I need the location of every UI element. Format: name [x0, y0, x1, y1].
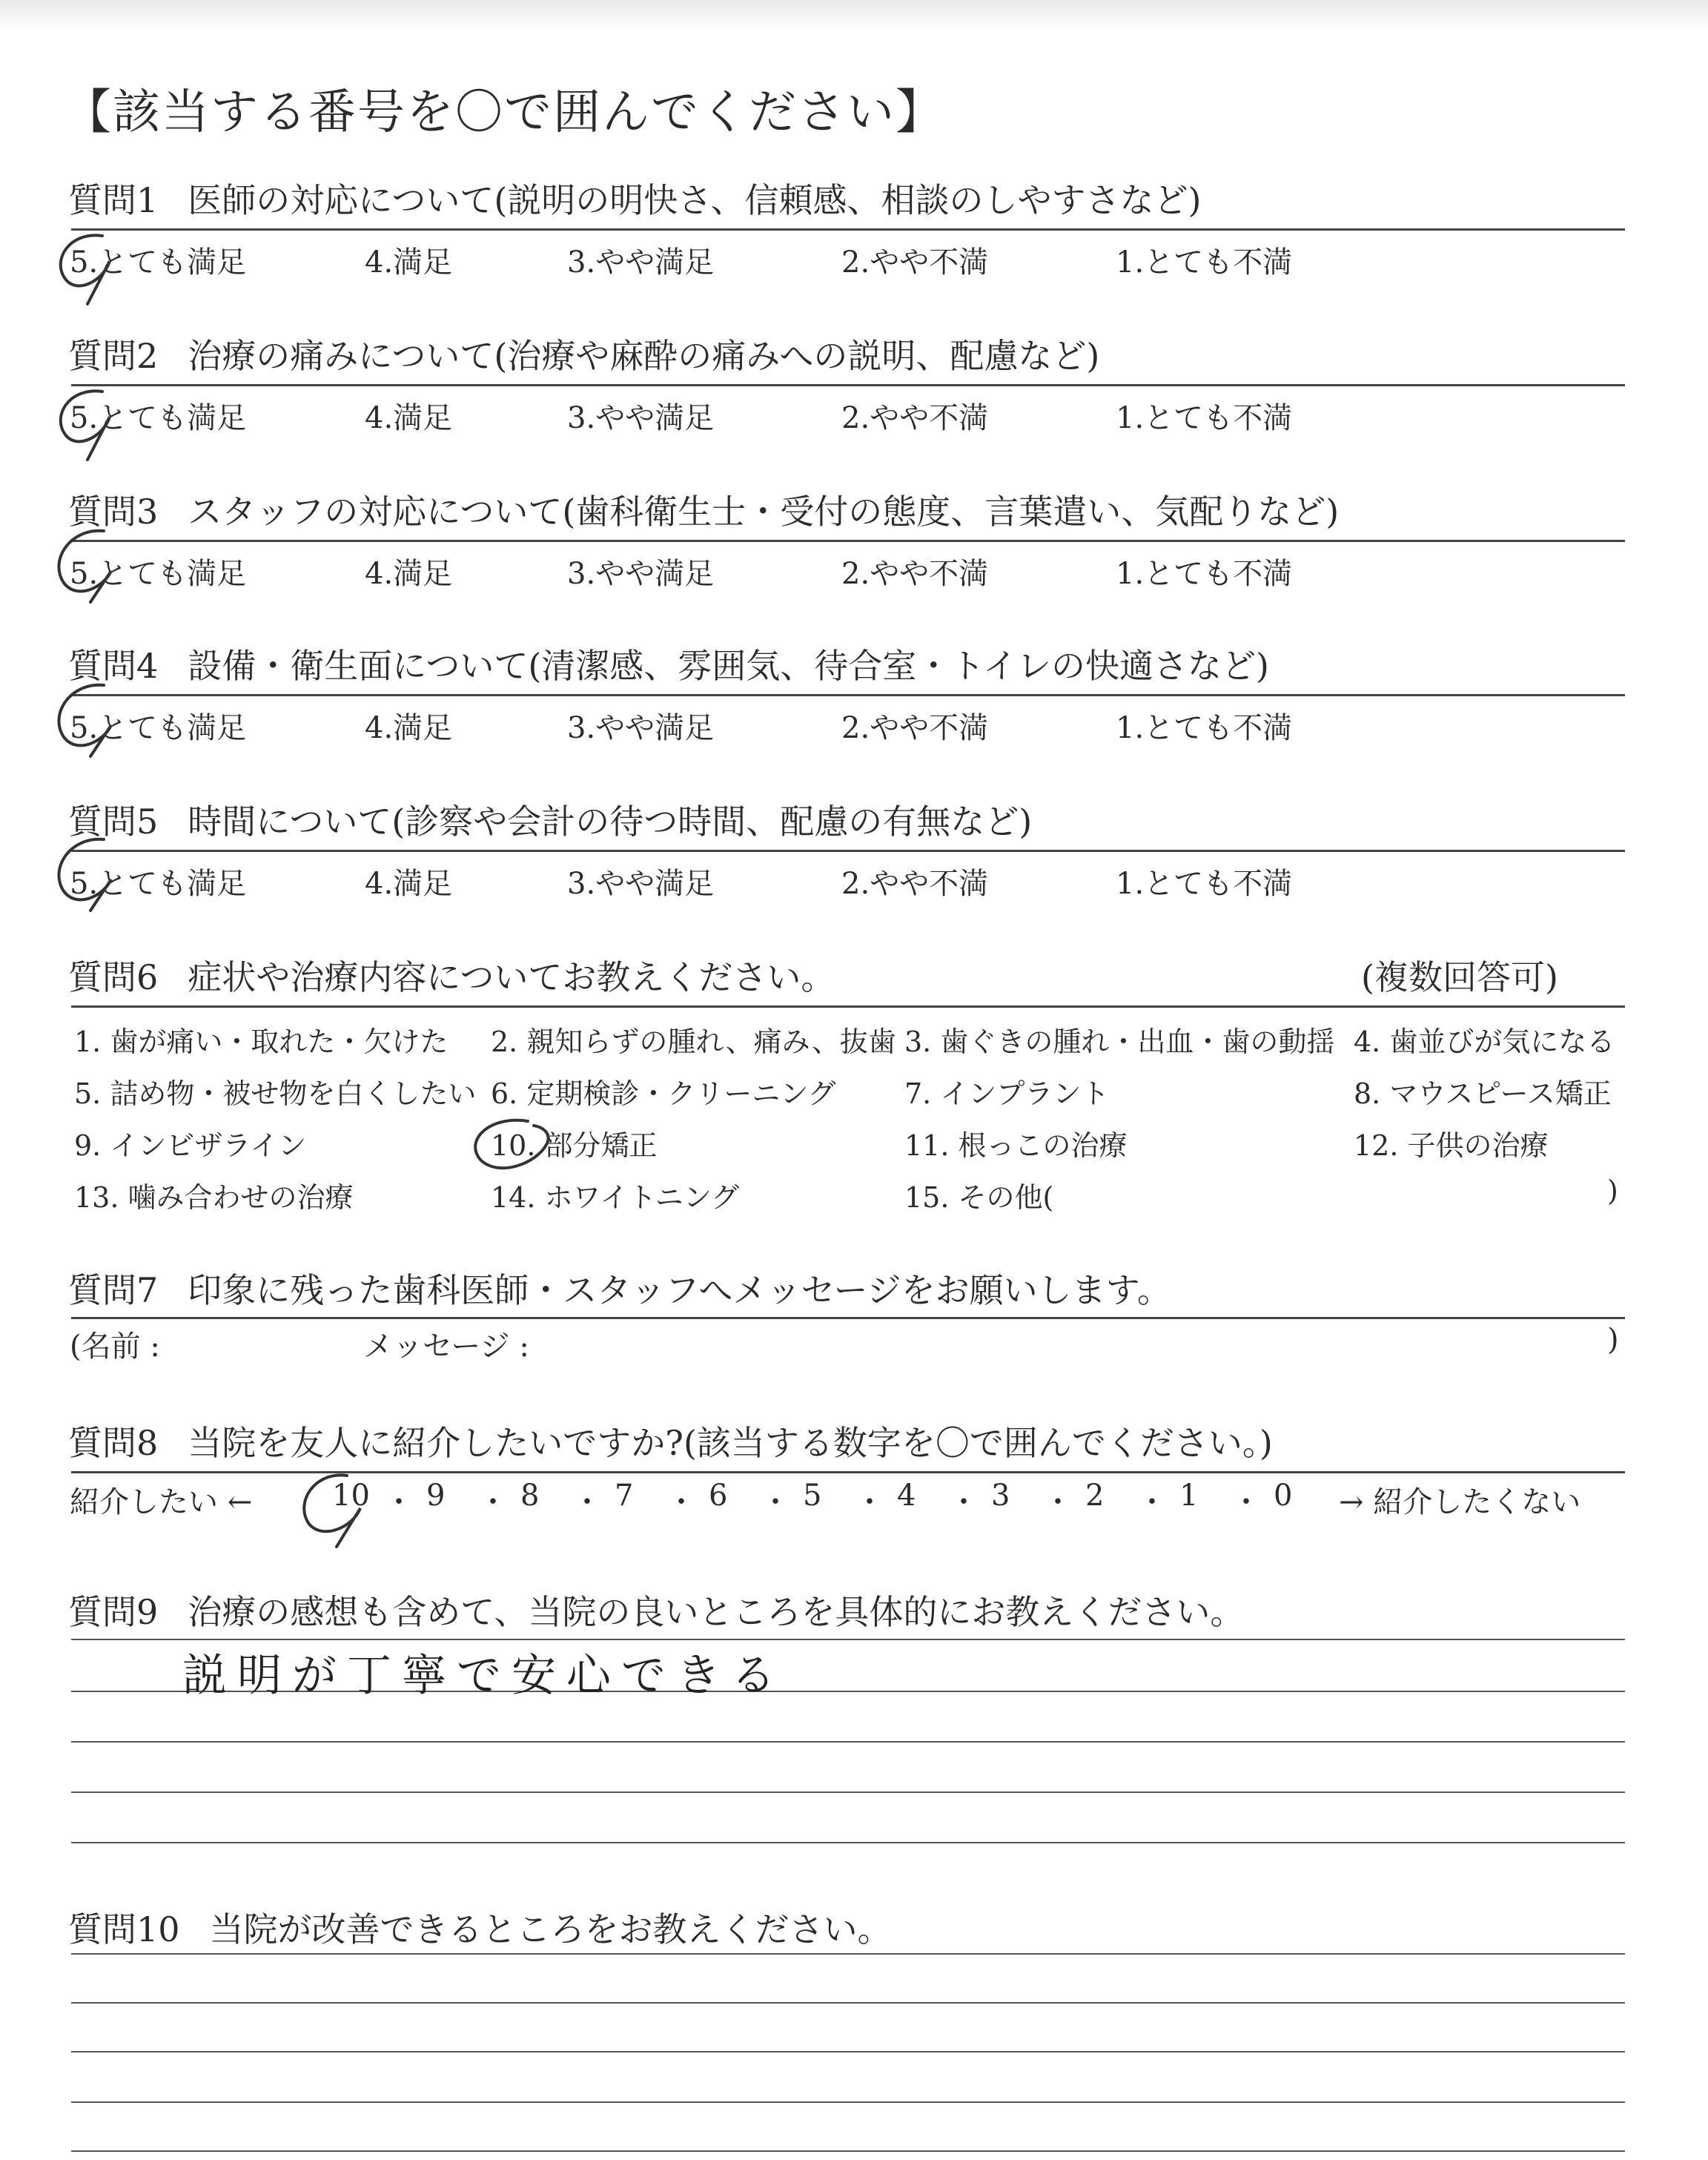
- question-5-rule: [71, 850, 1625, 852]
- q2-option-3[interactable]: 3.やや満足: [567, 401, 715, 435]
- q1-option-2[interactable]: 2.やや不満: [841, 245, 989, 280]
- q3-option-1[interactable]: 1.とても不満: [1116, 557, 1293, 591]
- q2-option-5[interactable]: 5.とても満足: [70, 401, 247, 435]
- q9-answer-line-4: [71, 1791, 1625, 1793]
- q8-scale-separator: ・: [666, 1485, 696, 1519]
- q4-option-4[interactable]: 4.満足: [365, 711, 453, 745]
- q3-option-5[interactable]: 5.とても満足: [70, 557, 247, 591]
- question-number: 質問2: [68, 336, 159, 376]
- question-text: 症状や治療内容についてお教えください。: [188, 957, 835, 997]
- question-number: 質問6: [68, 957, 159, 997]
- q6-option-15[interactable]: 15. その他(: [904, 1181, 1054, 1214]
- question-text: 印象に残った歯科医師・スタッフへメッセージをお願いします。: [188, 1270, 1171, 1310]
- q8-left-label: 紹介したい ←: [70, 1485, 253, 1519]
- q6-option-6[interactable]: 6. 定期検診・クリーニング: [491, 1077, 836, 1110]
- q6-option-1[interactable]: 1. 歯が痛い・取れた・欠けた: [74, 1025, 448, 1058]
- q2-option-2[interactable]: 2.やや不満: [841, 401, 989, 435]
- q9-handwritten-answer[interactable]: 説明が丁寧で安心できる: [182, 1650, 786, 1702]
- question-number: 質問7: [68, 1270, 159, 1310]
- q4-option-3[interactable]: 3.やや満足: [567, 711, 715, 745]
- question-2-heading: [68, 329, 1099, 378]
- question-10-heading: [68, 1903, 892, 1952]
- q10-answer-line-1: [71, 1953, 1625, 1955]
- q8-scale-separator: ・: [949, 1485, 979, 1519]
- question-8-rule: [71, 1471, 1625, 1473]
- q9-answer-line-5: [71, 1842, 1625, 1843]
- q6-option-14[interactable]: 14. ホワイトニング: [491, 1181, 740, 1214]
- question-text: 当院が改善できるところをお教えください。: [209, 1909, 892, 1949]
- q1-option-1[interactable]: 1.とても不満: [1116, 245, 1293, 280]
- question-1-heading: [68, 174, 1201, 222]
- q8-score-8[interactable]: 8: [520, 1479, 540, 1513]
- q6-option-11[interactable]: 11. 根っこの治療: [904, 1129, 1128, 1162]
- question-8-heading: [68, 1416, 1273, 1465]
- q3-option-3[interactable]: 3.やや満足: [567, 557, 715, 591]
- q6-option-8[interactable]: 8. マウスピース矯正: [1354, 1077, 1612, 1110]
- q10-answer-line-4: [71, 2101, 1625, 2103]
- q3-option-2[interactable]: 2.やや不満: [841, 557, 989, 591]
- question-7-heading: [68, 1264, 1171, 1312]
- q6-option-13[interactable]: 13. 噛み合わせの治療: [74, 1181, 354, 1214]
- q8-score-2[interactable]: 2: [1085, 1479, 1105, 1513]
- question-6-rule: [71, 1005, 1625, 1008]
- q6-option-10[interactable]: 10. 部分矯正: [491, 1129, 658, 1162]
- q5-option-3[interactable]: 3.やや満足: [567, 867, 715, 901]
- question-number: 質問10: [68, 1909, 180, 1949]
- question-number: 質問5: [68, 802, 159, 842]
- q1-option-4[interactable]: 4.満足: [365, 245, 453, 280]
- q10-answer-line-3: [71, 2051, 1625, 2052]
- page-title: 【該当する番号を〇で囲んでください】: [64, 85, 944, 140]
- q8-scale-separator: ・: [855, 1485, 884, 1519]
- question-text: 設備・衛生面について(清潔感、雰囲気、待合室・トイレの快適さなど): [188, 646, 1269, 686]
- q8-score-3[interactable]: 3: [991, 1479, 1010, 1513]
- q5-option-1[interactable]: 1.とても不満: [1116, 867, 1293, 901]
- q8-score-0[interactable]: 0: [1274, 1479, 1293, 1513]
- q8-scale-separator: ・: [384, 1485, 414, 1519]
- q8-score-7[interactable]: 7: [615, 1479, 634, 1513]
- q8-scale-separator: ・: [478, 1485, 508, 1519]
- question-6-heading: [68, 951, 835, 1000]
- q6-option-2[interactable]: 2. 親知らずの腫れ、痛み、抜歯: [491, 1025, 896, 1058]
- q8-scale-separator: ・: [1137, 1485, 1167, 1519]
- q5-option-4[interactable]: 4.満足: [365, 867, 453, 901]
- q10-answer-line-2: [71, 2002, 1625, 2004]
- multiple-answers-note: (複数回答可): [1361, 957, 1558, 997]
- q8-scale-separator: ・: [572, 1485, 602, 1519]
- question-2-rule: [71, 384, 1625, 386]
- question-text: スタッフの対応について(歯科衛生士・受付の態度、言葉遣い、気配りなど): [188, 492, 1340, 532]
- question-text: 治療の痛みについて(治療や麻酔の痛みへの説明、配慮など): [188, 336, 1100, 376]
- question-number: 質問4: [68, 646, 159, 686]
- question-text: 医師の対応について(説明の明快さ、信頼感、相談のしやすさなど): [188, 180, 1202, 220]
- q6-option-5[interactable]: 5. 詰め物・被せ物を白くしたい: [74, 1077, 477, 1110]
- q8-scale-separator: ・: [761, 1485, 790, 1519]
- scan-top-edge: [0, 0, 1708, 30]
- question-4-heading: [68, 639, 1269, 688]
- q7-name-label: (名前 :: [70, 1330, 160, 1364]
- q8-score-4[interactable]: 4: [897, 1479, 916, 1513]
- q6-option-3[interactable]: 3. 歯ぐきの腫れ・出血・歯の動揺: [904, 1025, 1335, 1058]
- question-5-heading: [68, 795, 1032, 844]
- question-4-rule: [71, 694, 1625, 696]
- q6-option-4[interactable]: 4. 歯並びが気になる: [1354, 1025, 1615, 1058]
- q8-score-10[interactable]: 10: [332, 1479, 370, 1513]
- q6-option-12[interactable]: 12. 子供の治療: [1354, 1129, 1549, 1162]
- question-text: 当院を友人に紹介したいですか?(該当する数字を〇で囲んでください。): [188, 1423, 1273, 1463]
- question-1-rule: [71, 228, 1625, 231]
- question-text: 治療の感想も含めて、当院の良いところを具体的にお教えください。: [188, 1592, 1245, 1632]
- q1-option-5[interactable]: 5.とても満足: [70, 245, 247, 280]
- q4-option-5[interactable]: 5.とても満足: [70, 711, 247, 745]
- q6-option-9[interactable]: 9. インビザライン: [74, 1129, 307, 1162]
- question-7-rule: [71, 1317, 1625, 1319]
- q3-option-4[interactable]: 4.満足: [365, 557, 453, 591]
- q7-message-label: メッセージ :: [363, 1330, 529, 1364]
- question-number: 質問1: [68, 180, 159, 220]
- q4-option-1[interactable]: 1.とても不満: [1116, 711, 1293, 745]
- q7-close-paren: ): [1607, 1323, 1619, 1357]
- question-9-heading: [68, 1585, 1244, 1634]
- q8-score-9[interactable]: 9: [426, 1479, 446, 1513]
- q8-scale-separator: ・: [1043, 1485, 1073, 1519]
- q8-score-5[interactable]: 5: [803, 1479, 822, 1513]
- q2-option-4[interactable]: 4.満足: [365, 401, 453, 435]
- q5-option-5[interactable]: 5.とても満足: [70, 867, 247, 901]
- q8-score-1[interactable]: 1: [1179, 1479, 1199, 1513]
- question-number: 質問3: [68, 492, 159, 532]
- question-number: 質問9: [68, 1592, 159, 1632]
- q1-option-3[interactable]: 3.やや満足: [567, 245, 715, 280]
- q6-option-7[interactable]: 7. インプラント: [904, 1077, 1110, 1110]
- q5-option-2[interactable]: 2.やや不満: [841, 867, 989, 901]
- question-3-heading: [68, 485, 1339, 534]
- q2-option-1[interactable]: 1.とても不満: [1116, 401, 1293, 435]
- question-text: 時間について(診察や会計の待つ時間、配慮の有無など): [188, 802, 1033, 842]
- q4-option-2[interactable]: 2.やや不満: [841, 711, 989, 745]
- q8-score-6[interactable]: 6: [709, 1479, 728, 1513]
- q9-answer-line-3: [71, 1741, 1625, 1743]
- q8-right-label: → 紹介したくない: [1339, 1485, 1581, 1519]
- question-3-rule: [71, 540, 1625, 542]
- question-number: 質問8: [68, 1423, 159, 1463]
- q8-scale-separator: ・: [1231, 1485, 1261, 1519]
- q6-other-close-paren: ): [1607, 1175, 1618, 1207]
- q10-answer-line-5: [71, 2150, 1625, 2152]
